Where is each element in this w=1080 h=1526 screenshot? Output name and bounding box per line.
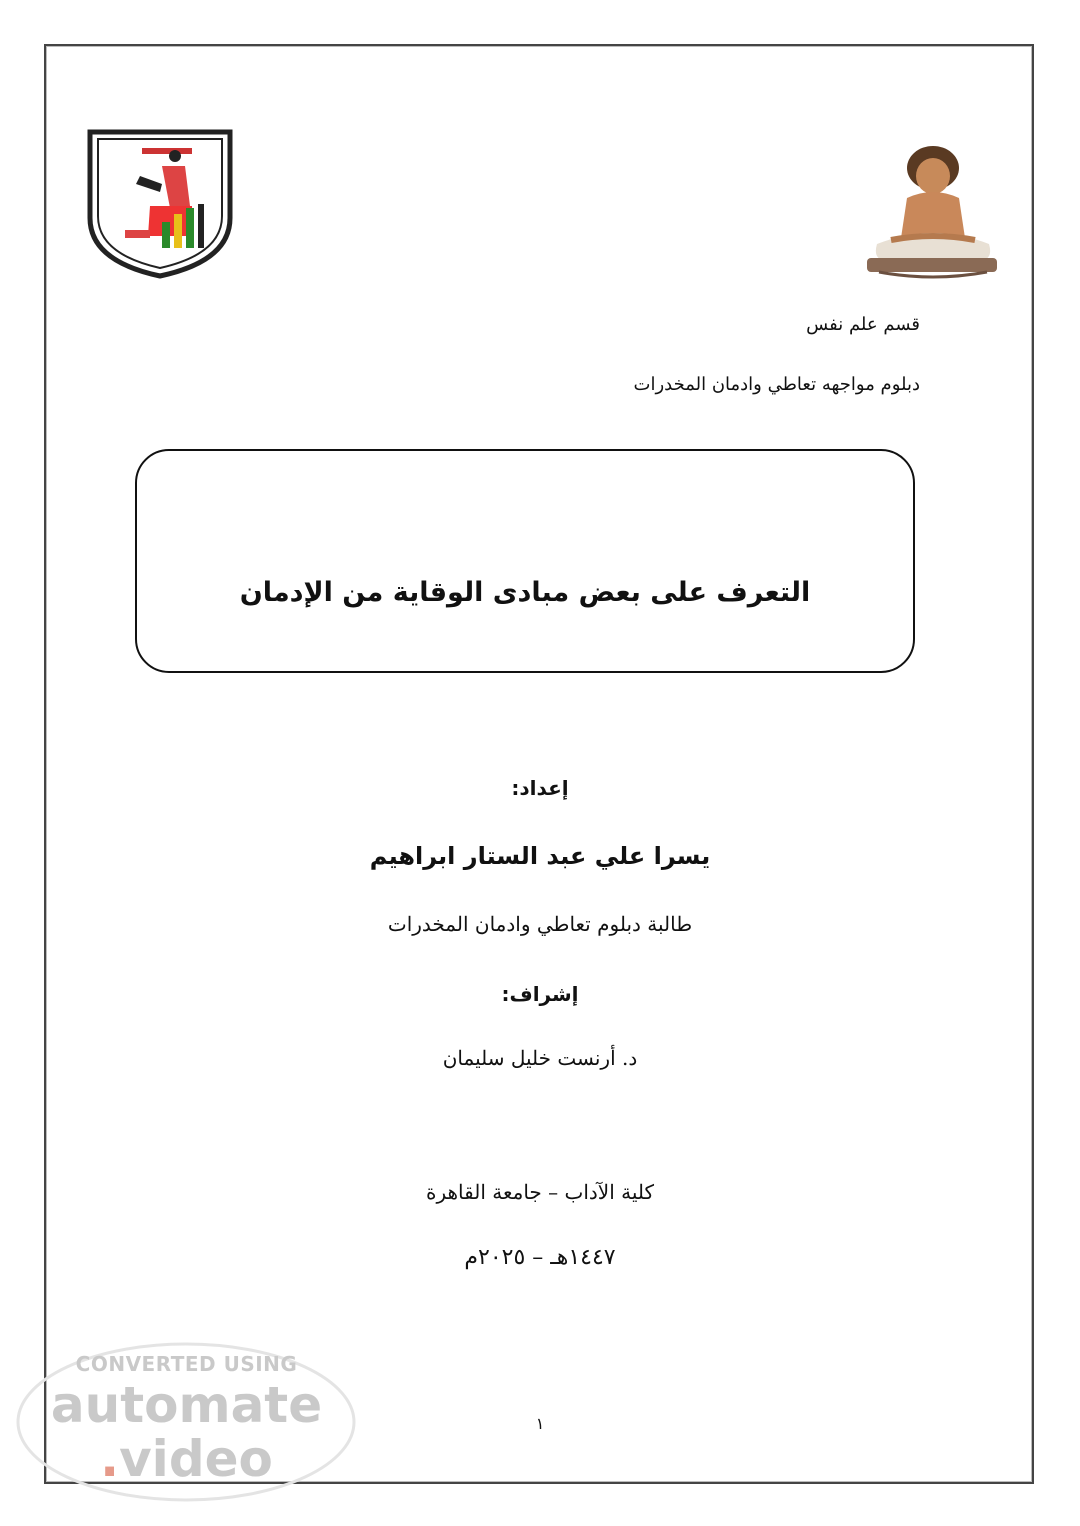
page-number: ١ — [535, 1414, 545, 1433]
academic-year: ١٤٤٧هـ – ٢٠٢٥م — [464, 1245, 616, 1270]
faculty-of-arts-logo — [855, 140, 1010, 305]
preparation-label: إعداد: — [511, 776, 569, 800]
watermark-line1: CONVERTED USING — [75, 1352, 298, 1376]
title-box — [135, 449, 915, 673]
faculty-university: كلية الآداب – جامعة القاهرة — [425, 1180, 655, 1204]
supervision-label: إشراف: — [501, 982, 579, 1006]
supervisor-name: د. أرنست خليل سليمان — [442, 1046, 638, 1070]
department-label: قسم علم نفس — [806, 314, 920, 335]
watermark-line2: automate — [50, 1376, 323, 1434]
document-title: التعرف على بعض مبادى الوقاية من الإدمان — [239, 577, 811, 608]
watermark-video: video — [119, 1430, 273, 1488]
watermark — [14, 1340, 359, 1505]
watermark-dot: . — [100, 1430, 120, 1488]
author-name: يسرا علي عبد الستار ابراهيم — [369, 842, 711, 870]
cairo-university-logo — [80, 126, 240, 291]
watermark-line3 — [14, 1432, 359, 1486]
diploma-label: دبلوم مواجهه تعاطي وادمان المخدرات — [633, 374, 920, 395]
author-role: طالبة دبلوم تعاطي وادمان المخدرات — [387, 912, 693, 936]
